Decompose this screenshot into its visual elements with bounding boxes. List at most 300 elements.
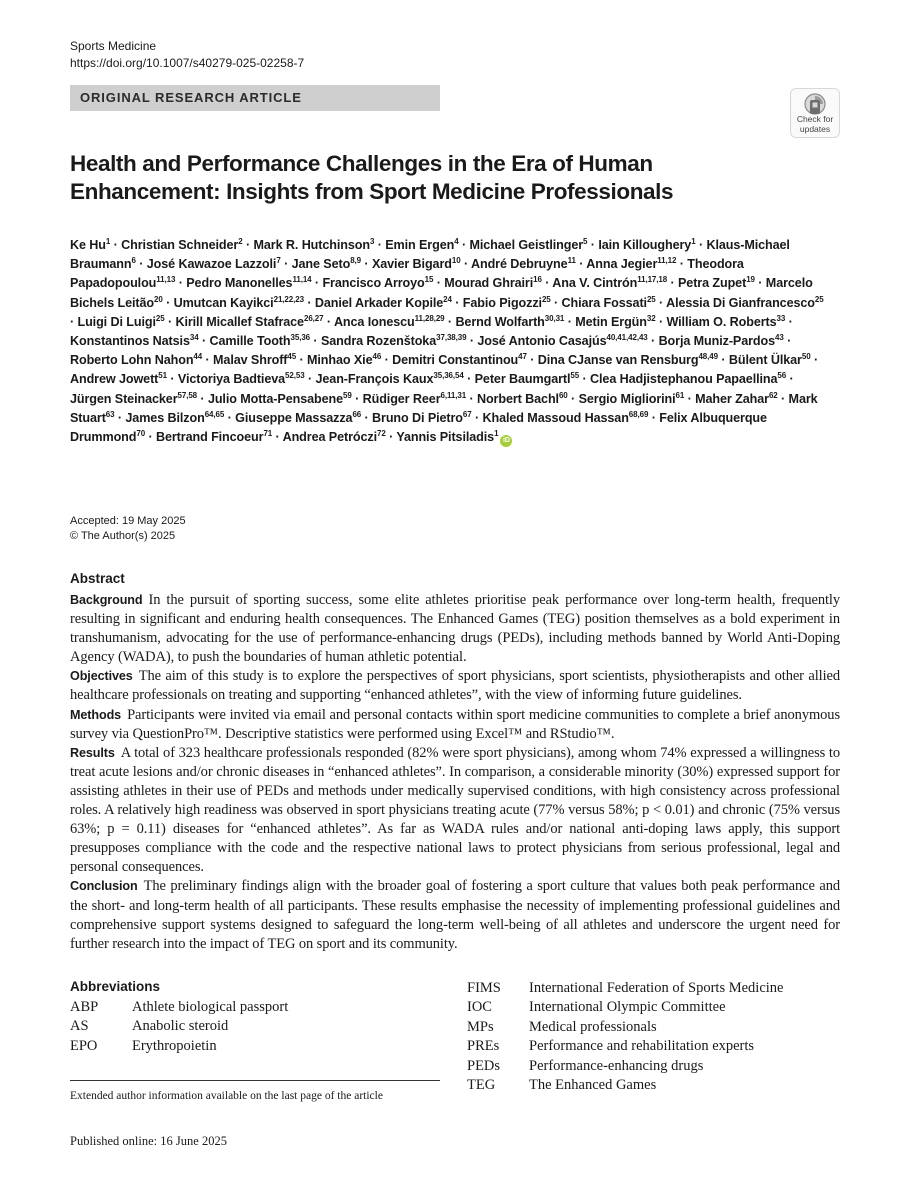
author-affiliation: 46 <box>372 352 382 362</box>
author-name: William O. Roberts <box>666 314 777 329</box>
author-affiliation: 4 <box>454 236 459 246</box>
abbreviation-code: MPs <box>467 1018 494 1035</box>
author-name: Peter Baumgartl <box>474 372 571 387</box>
abbreviation-meaning: Medical professionals <box>529 1018 657 1035</box>
author-affiliation: 25 <box>155 313 165 323</box>
author[interactable] <box>315 372 463 386</box>
author-separator: · <box>575 257 587 272</box>
accepted-date: Accepted: 19 May 2025 <box>70 515 186 527</box>
crossmark-icon <box>802 92 828 116</box>
author-name: Minhao Xie <box>307 353 373 368</box>
author-separator: · <box>676 257 688 272</box>
author[interactable] <box>334 315 445 329</box>
author-separator: · <box>667 276 678 291</box>
author[interactable] <box>70 334 199 348</box>
abbreviation-row <box>70 1018 288 1037</box>
abstract-section-objectives <box>70 667 840 705</box>
author-affiliation: 3 <box>369 236 375 246</box>
author[interactable] <box>363 392 466 406</box>
author-name: Pedro Manonelles <box>186 276 293 291</box>
author-affiliation: 47 <box>518 352 527 362</box>
author-separator: · <box>786 372 794 387</box>
author-name: Michael Geistlinger <box>469 238 584 252</box>
author-affiliation: 57,58 <box>177 390 198 400</box>
orcid-icon[interactable]: iD <box>500 435 512 447</box>
author-name: Borja Muniz-Pardos <box>658 334 776 349</box>
author[interactable] <box>455 315 564 329</box>
author-separator: · <box>466 334 478 349</box>
author-affiliation: 52,53 <box>285 371 305 381</box>
author-name: Sergio Migliorini <box>578 391 676 406</box>
author-affiliation: 37,38,39 <box>436 332 467 342</box>
author-name: Bruno Di Pietro <box>372 410 463 425</box>
author-affiliation: 20 <box>153 294 163 304</box>
abbreviation-row <box>467 980 784 999</box>
author-separator: · <box>684 391 696 406</box>
author[interactable] <box>586 257 676 271</box>
author-affiliation: 8,9 <box>350 256 362 266</box>
author-affiliation: 16 <box>533 275 542 285</box>
author-affiliation: 5 <box>583 236 588 246</box>
author-name: Camille Tooth <box>209 334 291 349</box>
author[interactable] <box>475 372 580 386</box>
author-name: Felix Albuquerque Drummond <box>70 410 767 445</box>
author-name: Theodora Papadopoulou <box>70 257 744 291</box>
article-title: Health and Performance Challenges in the Era of Human Enhancement: Insights from Sport Medicine Professionals <box>70 151 674 204</box>
author-separator: · <box>114 410 126 425</box>
author[interactable] <box>147 257 281 271</box>
author-name: Maher Zahar <box>695 391 769 406</box>
author-name: Chiara Fossati <box>561 295 647 310</box>
author-name: Giuseppe Massazza <box>235 410 353 425</box>
author[interactable] <box>70 392 197 406</box>
author-affiliation: 11,28,29 <box>414 313 445 323</box>
author[interactable] <box>598 238 695 252</box>
author[interactable] <box>235 411 361 425</box>
author[interactable] <box>538 353 718 367</box>
abstract-section-text: The aim of this study is to explore the perspectives of sport physicians, sport scientists, physiotherapists and other allied healthcare professionals on treating and supporting “enhanced athletes”, with the view of informing future guidelines. <box>70 668 840 704</box>
author-separator: · <box>460 257 471 272</box>
author-affiliation: 34 <box>189 332 199 342</box>
author-name: Andrea Petróczi <box>282 430 377 445</box>
author-separator: · <box>70 314 78 329</box>
author-affiliation: 15 <box>424 275 434 285</box>
author-separator: · <box>648 410 660 425</box>
author-separator: · <box>110 238 122 252</box>
author-affiliation: 32 <box>646 313 656 323</box>
author[interactable] <box>579 392 685 406</box>
author-name: Yannis Pitsiladis <box>396 430 495 445</box>
author-affiliation: 6,11,31 <box>440 390 467 400</box>
abbreviation-meaning: Anabolic steroid <box>132 1018 229 1035</box>
author[interactable] <box>372 257 461 271</box>
author[interactable] <box>372 411 472 425</box>
author-name: Jürgen Steinacker <box>70 391 178 406</box>
author[interactable] <box>254 238 375 252</box>
abbreviation-row <box>467 1038 784 1057</box>
abstract-body <box>70 591 840 954</box>
author-name: Iain Killoughery <box>598 238 692 252</box>
abbreviation-row <box>467 1058 784 1077</box>
author-separator: · <box>783 334 792 349</box>
author-separator: · <box>242 238 254 252</box>
abbreviation-meaning: Athlete biological passport <box>132 999 289 1015</box>
author-name: Roberto Lohn Nahon <box>70 353 194 368</box>
abbreviations-heading: Abbreviations <box>70 979 161 994</box>
abbreviations-table-right <box>467 980 784 1096</box>
author-affiliation: 56 <box>777 371 787 381</box>
author-name: Khaled Massoud Hassan <box>482 410 629 425</box>
author-name: Mark R. Hutchinson <box>253 238 370 252</box>
author-separator: · <box>541 276 553 291</box>
author-affiliation: 66 <box>352 409 362 419</box>
author-separator: · <box>579 372 591 387</box>
author-separator: · <box>655 295 667 310</box>
author-name: Demitri Constantinou <box>392 353 519 368</box>
author-name: Alessia Di Gianfrancesco <box>666 295 815 310</box>
abbreviation-meaning: Performance-enhancing drugs <box>529 1057 704 1074</box>
abbreviation-meaning: The Enhanced Games <box>529 1076 657 1093</box>
author-name: Xavier Bigard <box>371 257 452 272</box>
author-affiliation: 70 <box>136 428 146 438</box>
author-separator: · <box>717 353 729 368</box>
author-affiliation: 55 <box>570 371 580 381</box>
author-separator: · <box>303 295 315 310</box>
author-separator: · <box>647 334 659 349</box>
author[interactable] <box>70 238 110 252</box>
author[interactable] <box>178 372 305 386</box>
author-separator: · <box>567 391 579 406</box>
author-affiliation: 67 <box>462 409 472 419</box>
author-separator: · <box>361 410 373 425</box>
author-name: José Antonio Casajús <box>477 334 607 349</box>
author-affiliation: 48,49 <box>698 352 718 362</box>
author-name: Klaus-Michael Braumann <box>70 238 790 272</box>
author-name: Bernd Wolfarth <box>455 314 545 329</box>
author-separator: · <box>323 314 334 329</box>
author-name: Clea Hadjistephanou Papaellina <box>590 372 778 387</box>
author-separator: · <box>385 430 397 445</box>
author-name: Jane Seto <box>291 257 351 272</box>
author-name: Rüdiger Reer <box>362 391 441 406</box>
abstract-section-label: Objectives <box>70 669 133 684</box>
author-affiliation: 30,31 <box>544 313 565 323</box>
author[interactable] <box>666 296 824 310</box>
author-separator: · <box>202 353 214 368</box>
author-affiliation: 63 <box>105 409 115 419</box>
author-name: Ke Hu <box>70 238 106 252</box>
author-name: Dina CJanse van Rensburg <box>537 353 699 368</box>
author-name: Kirill Micallef Stafrace <box>175 314 304 329</box>
author-name: Victoriya Badtieva <box>177 372 286 387</box>
author-separator: · <box>164 314 176 329</box>
author-separator: · <box>135 257 147 272</box>
author-separator: · <box>280 257 292 272</box>
author-separator: · <box>655 314 667 329</box>
footnote-divider <box>70 1080 440 1081</box>
author-name: Luigi Di Luigi <box>77 314 156 329</box>
author-name: Bülent Ülkar <box>728 353 802 368</box>
author[interactable] <box>385 238 458 252</box>
author-name: Mark Stuart <box>70 391 818 425</box>
author-separator: · <box>162 295 174 310</box>
author-affiliation: 1 <box>105 236 111 246</box>
author-list <box>70 236 830 447</box>
abbreviation-meaning: Erythropoietin <box>132 1037 217 1054</box>
abstract-section-label: Conclusion <box>70 879 138 894</box>
author-affiliation: 33 <box>776 313 786 323</box>
author[interactable] <box>213 353 296 367</box>
author-name: Marcelo Bichels Leitão <box>70 276 813 310</box>
author[interactable] <box>392 353 527 367</box>
author-name: Francisco Arroyo <box>322 276 425 291</box>
abbreviation-code: PREs <box>467 1038 500 1055</box>
author-affiliation: 61 <box>675 390 685 400</box>
author-name: Mourad Ghrairi <box>444 276 534 291</box>
author-name: Sandra Rozenštoka <box>320 334 437 349</box>
author[interactable] <box>307 353 381 367</box>
author[interactable] <box>121 238 242 252</box>
author-separator: · <box>361 257 372 272</box>
abbreviations-table-left <box>70 999 288 1057</box>
author-name: Konstantinos Natsis <box>70 334 190 349</box>
abstract-section-results <box>70 744 840 878</box>
author-separator: · <box>695 238 707 252</box>
author-affiliation: 62 <box>768 390 778 400</box>
author[interactable] <box>477 392 568 406</box>
author-separator: · <box>198 334 210 349</box>
abbreviation-code: ABP <box>70 999 99 1015</box>
abbreviation-row <box>70 1038 288 1057</box>
author[interactable] <box>396 430 512 444</box>
author[interactable] <box>186 276 311 290</box>
author-affiliation: 11 <box>567 256 576 266</box>
abstract-section-background <box>70 591 840 667</box>
author-affiliation: 43 <box>775 332 784 342</box>
author-separator: · <box>272 430 283 445</box>
author-separator: · <box>311 276 323 291</box>
author[interactable] <box>315 296 452 310</box>
author-affiliation: 72 <box>376 428 386 438</box>
author-separator: · <box>754 276 766 291</box>
published-date: Published online: 16 June 2025 <box>70 1134 227 1148</box>
author-affiliation: 35,36 <box>290 332 311 342</box>
check-for-updates-label: Check for updates <box>796 114 834 134</box>
author-affiliation: 10 <box>451 256 461 266</box>
author-affiliation: 25 <box>541 294 551 304</box>
author-name: José Kawazoe Lazzoli <box>146 257 277 272</box>
abbreviation-row <box>467 999 784 1018</box>
author[interactable] <box>78 315 165 329</box>
author-separator: · <box>526 353 538 368</box>
abbreviation-meaning: International Federation of Sports Medicine <box>529 980 784 996</box>
author-separator: · <box>785 314 793 329</box>
author-name: Malav Shroff <box>213 353 288 368</box>
author-name: Ana V. Cintrón <box>552 276 638 291</box>
author-separator: · <box>458 238 470 252</box>
abstract-section-label: Background <box>70 593 143 607</box>
author-affiliation: 11,13 <box>156 275 176 285</box>
abstract-section-methods <box>70 706 840 744</box>
author-affiliation: 59 <box>343 390 352 400</box>
author-separator: · <box>175 276 187 291</box>
author-affiliation: 50 <box>801 352 811 362</box>
author-affiliation: 24 <box>443 294 452 304</box>
author[interactable] <box>678 276 755 290</box>
author-affiliation: 45 <box>287 352 297 362</box>
author-affiliation: 35,36,54 <box>433 371 464 381</box>
author-affiliation: 2 <box>238 236 243 246</box>
author[interactable] <box>444 276 542 290</box>
author-name: Christian Schneider <box>121 238 239 252</box>
author-name: Umutcan Kayikci <box>173 295 274 310</box>
abbreviation-row <box>70 999 288 1018</box>
author-separator: · <box>810 353 819 368</box>
copyright-notice: © The Author(s) 2025 <box>70 530 176 542</box>
author-affiliation: 51 <box>158 371 167 381</box>
author-affiliation: 21,22,23 <box>273 294 304 304</box>
author[interactable] <box>469 238 587 252</box>
abbreviation-code: TEG <box>467 1076 496 1093</box>
abstract-section-text: Participants were invited via email and personal contacts within sport medicine communities to complete a brief anonymous survey via QuestionPro™. Descriptive statistics were performed using Excel™ and RStudio™. <box>70 706 840 742</box>
author[interactable] <box>575 315 655 329</box>
author[interactable] <box>552 276 667 290</box>
author[interactable] <box>209 334 310 348</box>
abbreviation-code: PEDs <box>467 1057 501 1074</box>
author-name: Fabio Pigozzi <box>462 295 542 310</box>
author-separator: · <box>564 314 576 329</box>
abbreviation-row <box>467 1077 784 1096</box>
author[interactable] <box>729 353 811 367</box>
author-separator: · <box>451 295 463 310</box>
author[interactable] <box>471 257 576 271</box>
author[interactable] <box>695 392 778 406</box>
abbreviation-code: FIMS <box>467 980 501 996</box>
check-for-updates-button[interactable] <box>790 88 840 138</box>
author-separator: · <box>471 410 483 425</box>
author-affiliation: 1 <box>494 428 499 438</box>
author-name: Andrew Jowett <box>70 372 159 387</box>
abbreviation-code: AS <box>70 1018 89 1035</box>
abbreviation-row <box>467 1019 784 1038</box>
author-separator: · <box>463 372 475 387</box>
author-affiliation: 11,14 <box>292 275 312 285</box>
author-separator: · <box>550 295 562 310</box>
article-type-banner <box>70 85 440 111</box>
author-separator: · <box>466 391 477 406</box>
author-affiliation: 7 <box>276 256 281 266</box>
author[interactable] <box>321 334 467 348</box>
author[interactable] <box>125 411 224 425</box>
abbreviation-meaning: Performance and rehabilitation experts <box>529 1038 755 1055</box>
author[interactable] <box>562 296 656 310</box>
author-affiliation: 19 <box>746 275 755 285</box>
author-affiliation: 11,12 <box>657 256 677 266</box>
author-name: Anca Ionescu <box>333 314 415 329</box>
author-separator: · <box>351 391 363 406</box>
author-affiliation: 11,17,18 <box>637 275 668 285</box>
author-separator: · <box>197 391 208 406</box>
author-name: Norbert Bachl <box>476 391 559 406</box>
author-separator: · <box>444 314 456 329</box>
author-separator: · <box>374 238 386 252</box>
author-affiliation: 25 <box>814 294 824 304</box>
author[interactable] <box>174 296 304 310</box>
author-affiliation: 1 <box>691 236 696 246</box>
abbreviation-code: IOC <box>467 999 492 1016</box>
author[interactable] <box>208 392 352 406</box>
author-affiliation: 44 <box>193 352 203 362</box>
doi-link[interactable]: https://doi.org/10.1007/s40279-025-02258-7 <box>70 56 305 70</box>
author-separator: · <box>145 430 156 445</box>
author[interactable] <box>175 315 323 329</box>
author-name: Anna Jegier <box>586 257 658 272</box>
author[interactable] <box>590 372 786 386</box>
abstract-section-text: A total of 323 healthcare professionals responded (82% were sport physicians), among whom 74% expressed a willingness to treat acute lesions and/or chronic diseases in “enhanced athletes”. In comparison, a considerable minority (30%) expressed support for assisting athletes in their use of PEDs and methods under medically supervised conditions, with high consistency across professional roles. A relatively high readiness was observed in sport physicians treating acute (77% versus 58%; p < 0.01) and chronic (75% versus 63%; p = 0.11) diseases for “enhanced athletes”. As far as WADA rules and/or national anti-doping laws apply, this support presupposes compliance with the code and the respective national laws to protect physicians from serious professional, legal and personal consequences. <box>70 744 840 876</box>
author[interactable] <box>483 411 649 425</box>
journal-name: Sports Medicine <box>70 39 157 53</box>
author-separator: · <box>433 276 445 291</box>
author-affiliation: 25 <box>646 294 656 304</box>
abbreviation-code: EPO <box>70 1037 98 1054</box>
author-separator: · <box>304 372 316 387</box>
author-separator: · <box>166 372 178 387</box>
abbreviation-meaning: International Olympic Committee <box>529 999 726 1016</box>
author-name: André Debruyne <box>470 257 568 272</box>
author[interactable] <box>70 372 167 386</box>
author-affiliation: 26,27 <box>303 313 324 323</box>
abstract-section-label: Methods <box>70 707 122 722</box>
author-name: Daniel Arkader Kopile <box>314 295 444 310</box>
author-name: James Bilzon <box>125 410 205 425</box>
author-separator: · <box>224 410 236 425</box>
author-name: Emin Ergen <box>385 238 455 252</box>
author-name: Petra Zupet <box>678 276 747 291</box>
author[interactable] <box>666 315 785 329</box>
author[interactable] <box>156 430 272 444</box>
author-name: Bertrand Fincoeur <box>155 430 264 445</box>
abstract-section-text: The preliminary findings align with the broader goal of fostering a sport culture that values both peak performance and the short- and long-term health of all participants. These results emphasise the necessity of implementing professional guidelines and comprehensive support systems designed to safeguard the long-term well-being of all athletes and underscore the urgent need for further research into the impact of TEG on sport and its community. <box>70 878 840 952</box>
author-affiliation: 71 <box>263 428 273 438</box>
author-affiliation: 60 <box>558 390 568 400</box>
author[interactable] <box>322 276 433 290</box>
author-name: Metin Ergün <box>575 314 647 329</box>
author-name: Jean-François Kaux <box>315 372 434 387</box>
abstract-section-text: In the pursuit of sporting success, some elite athletes prioritise peak performance over long-term health, frequently resulting in significant and enduring health consequences. The Enhanced Games (TEG) position themselves as a bold experiment in transhumanism, advocating for the use of performance-enhancing drugs (PEDs), including methods banned by World Anti-Doping Agency (WADA), to push the boundaries of human athletic potential. <box>70 592 840 666</box>
author[interactable] <box>659 334 784 348</box>
author-separator: · <box>310 334 321 349</box>
abstract-section-label: Results <box>70 745 115 760</box>
author[interactable] <box>463 296 551 310</box>
author-separator: · <box>381 353 393 368</box>
author-affiliation: 64,65 <box>204 409 225 419</box>
author-separator: · <box>587 238 599 252</box>
article-type-label: ORIGINAL RESEARCH ARTICLE <box>80 90 302 105</box>
author-affiliation: 6 <box>131 256 136 266</box>
author-affiliation: 68,69 <box>628 409 649 419</box>
author[interactable] <box>292 257 361 271</box>
author-affiliation: 40,41,42,43 <box>606 332 648 342</box>
extended-author-info-note: Extended author information available on the last page of the article <box>70 1090 383 1102</box>
author-name: Julio Motta-Pensabene <box>207 391 343 406</box>
abstract-heading: Abstract <box>70 571 125 586</box>
abstract-section-conclusion <box>70 877 840 953</box>
author[interactable] <box>283 430 386 444</box>
author-separator: · <box>777 391 789 406</box>
author[interactable] <box>477 334 647 348</box>
author[interactable] <box>70 353 202 367</box>
author-separator: · <box>296 353 308 368</box>
